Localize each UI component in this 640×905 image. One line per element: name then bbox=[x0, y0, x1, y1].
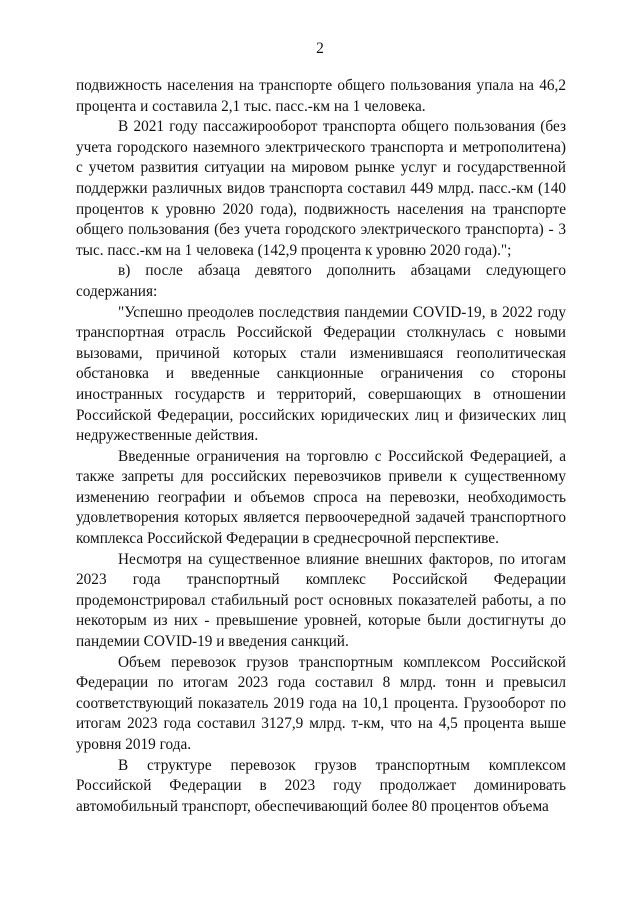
paragraph-freight-volume: Объем перевозок грузов транспортным комплексом Российской Федерации по итогам 2023 года составил 8 млрд. тонн и превысил соответствующий показатель 2019 года на 10,1 процента. Грузооборот по итогам 2023 года составил 3127,9 млрд. т-км, что на 4,5 процента выше уровня 2019 года. bbox=[76, 653, 566, 753]
paragraph-new-challenges-2022: "Успешно преодолев последствия пандемии COVID-19, в 2022 году транспортная отрасль Российской Федерации столкнулась с новыми вызовами, причиной которых стали изменившаяся геополитическая обстановка и введенные санкционные ограничения со стороны иностранных государств и территорий, совершающих в отношении Российской Федерации, российских юридических лиц и физических лиц недружественные действия. bbox=[76, 303, 566, 445]
paragraph-freight-structure: В структуре перевозок грузов транспортным комплексом Российской Федерации в 2023 году продолжает доминировать автомобильный транспорт, обеспечивающий более 80 процентов объема bbox=[76, 756, 566, 815]
paragraph-amendment-instruction: в) после абзаца девятого дополнить абзацами следующего содержания: bbox=[76, 262, 566, 300]
paragraph-mobility-continuation: подвижность населения на транспорте общего пользования упала на 46,2 процента и составила 2,1 тыс. пасс.-км на 1 человека. bbox=[76, 77, 566, 115]
paragraph-2021-passenger-turnover: В 2021 году пассажирооборот транспорта общего пользования (без учета городского наземного электрического транспорта и метрополитена) с учетом развития ситуации на мировом рынке услуг и государственной поддержки различных видов транспорта составил 449 млрд. пасс.-км (140 процентов к уровню 2020 года), подвижность населения на транспорте общего пользования (без учета городского электрического транспорта) - 3 тыс. пасс.-км на 1 человека (142,9 процента к уровню 2020 года)."; bbox=[76, 118, 566, 259]
paragraph-trade-restrictions: Введенные ограничения на торговлю с Российской Федерацией, а также запреты для российских перевозчиков привели к существенному изменению географии и объемов спроса на перевозки, необходимость удовлетворения которых является первоочередной задачей транспортного комплекса Российской Федерации в среднесрочной перспективе. bbox=[76, 447, 566, 548]
paragraph-2023-results: Несмотря на существенное влияние внешних факторов, по итогам 2023 года транспортный комплекс Российской Федерации продемонстрировал стабильный рост основных показателей работы, а по некоторым из них - превышение уровней, которые были достигнуты до пандемии COVID-19 и введения санкций. bbox=[76, 550, 566, 651]
page-number: 2 bbox=[316, 40, 324, 57]
document-body bbox=[76, 76, 566, 817]
